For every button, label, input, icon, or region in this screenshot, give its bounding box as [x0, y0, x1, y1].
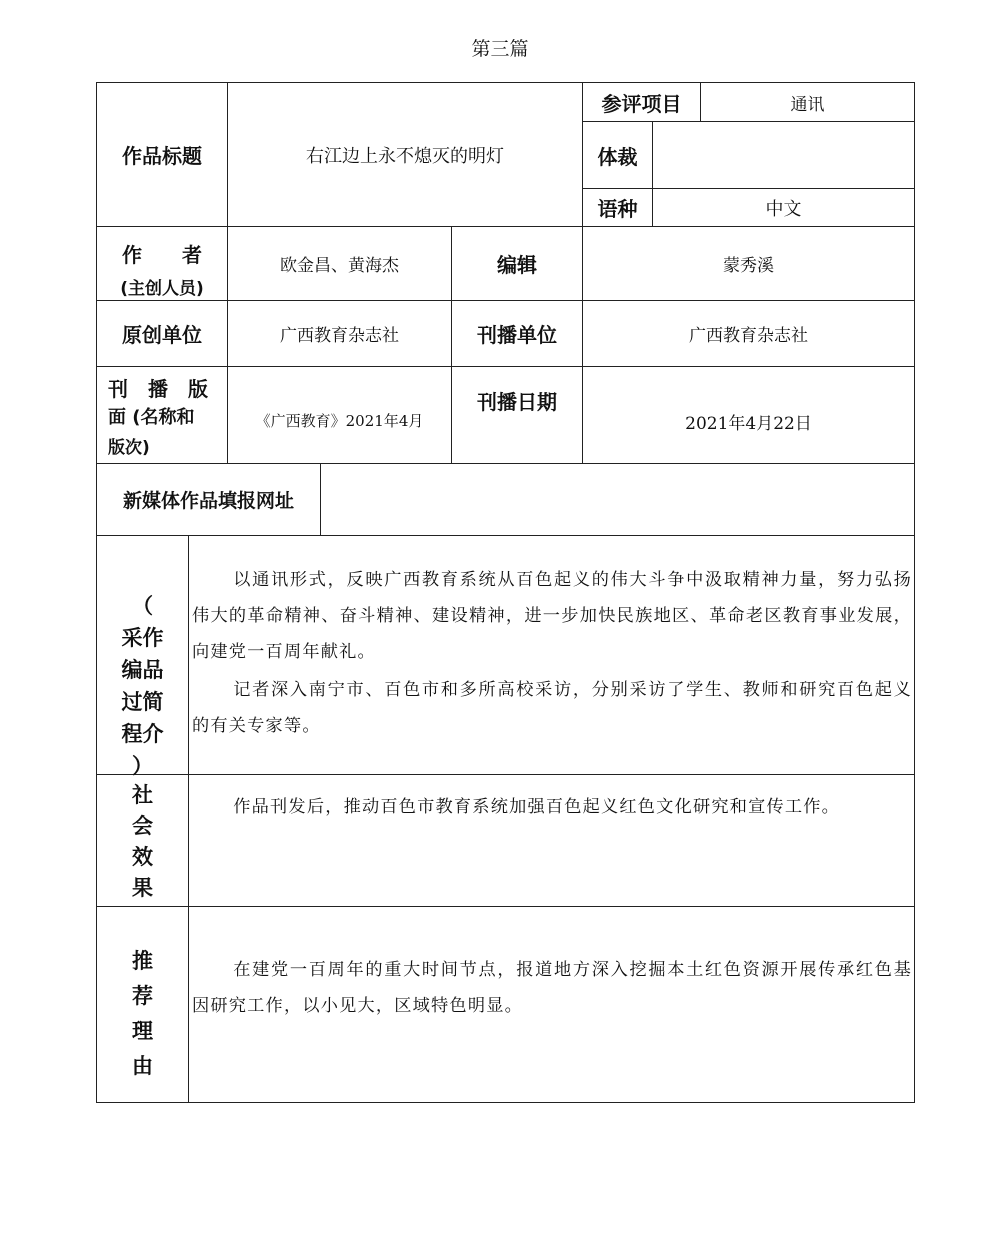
- col-divider: [188, 535, 189, 1102]
- process-paragraph-1: 以通讯形式，反映广西教育系统从百色起义的伟大斗争中汲取精神力量，努力弘扬伟大的革命精神、奋斗精神、建设精神，进一步加快民族地区、革命老区教育事业发展，向建党一百周年献礼。: [192, 570, 912, 662]
- publish-unit-value: 广西教育杂志社: [689, 326, 808, 346]
- publish-page-label-line3: 版次): [108, 438, 150, 458]
- publish-page-label-line2: 面 (名称和: [108, 407, 195, 428]
- entry-item-value: 通讯: [790, 94, 825, 115]
- effect-label: [97, 780, 188, 904]
- row-divider: [96, 906, 915, 907]
- reason-label-char: 推: [132, 949, 153, 973]
- process-label-char: 采作: [121, 626, 164, 650]
- language-value: 中文: [765, 198, 802, 220]
- table-border-right: [914, 82, 915, 1103]
- process-label-char: ）: [132, 754, 153, 778]
- language-label: 语种: [597, 197, 638, 221]
- reason-paragraph: 在建党一百周年的重大时间节点，报道地方深入挖掘本土红色资源开展传承红色基因研究工作，以小见大，区域特色明显。: [192, 960, 912, 1016]
- page-title: 第三篇: [471, 38, 529, 60]
- publish-page-label-line1: 刊 播 版: [108, 377, 208, 401]
- effect-label-char: 效: [132, 845, 153, 869]
- original-unit-value: 广西教育杂志社: [280, 326, 399, 346]
- publish-date-label: 刊播日期: [477, 389, 557, 414]
- publish-page-value: 《广西教育》2021年4月: [255, 411, 424, 430]
- reason-label-char: 理: [132, 1019, 153, 1043]
- process-label-char: 编品: [121, 658, 164, 682]
- process-label-char: 过简: [121, 690, 164, 714]
- publish-date-value: 2021年4月22日: [685, 413, 812, 434]
- author-label-line2: (主创人员): [120, 279, 204, 299]
- row-divider: [96, 535, 915, 536]
- editor-value: 蒙秀溪: [723, 256, 774, 276]
- process-label-char: 程介: [121, 722, 164, 746]
- work-title-label: 作品标题: [122, 144, 202, 168]
- original-unit-label: 原创单位: [122, 323, 202, 347]
- genre-label: 体裁: [597, 144, 638, 169]
- reason-label-char: 荐: [132, 984, 153, 1008]
- work-title-value: 右江边上永不熄灭的明灯: [306, 145, 504, 167]
- new-media-url-label: 新媒体作品填报网址: [122, 490, 294, 512]
- publish-page-label: [108, 373, 226, 461]
- author-value: 欧金昌、黄海杰: [280, 256, 399, 276]
- editor-label: 编辑: [497, 253, 537, 277]
- genre-value: [653, 122, 914, 188]
- row-divider: [96, 774, 915, 775]
- table-border-bottom: [96, 1102, 915, 1103]
- reason-label: [97, 944, 188, 1084]
- author-label: [97, 227, 227, 300]
- author-label-line1: 作 者: [122, 243, 202, 267]
- entry-item-label: 参评项目: [601, 91, 682, 116]
- reason-label-char: 由: [132, 1054, 153, 1078]
- effect-label-char: 会: [132, 814, 153, 838]
- process-label: [97, 590, 188, 782]
- effect-label-char: 果: [132, 876, 153, 900]
- new-media-url-value: [321, 464, 914, 535]
- process-paragraph-2: 记者深入南宁市、百色市和多所高校采访，分别采访了学生、教师和研究百色起义的有关专家等。: [192, 680, 912, 736]
- effect-paragraph: 作品刊发后，推动百色市教育系统加强百色起义红色文化研究和宣传工作。: [233, 797, 841, 817]
- process-label-char: （: [132, 594, 153, 618]
- publish-unit-label: 刊播单位: [477, 323, 557, 347]
- effect-label-char: 社: [132, 783, 153, 807]
